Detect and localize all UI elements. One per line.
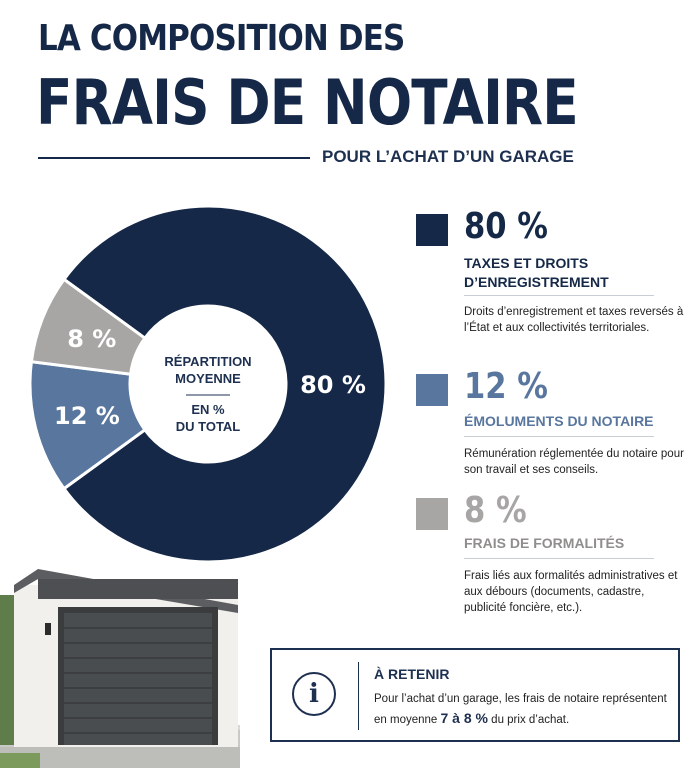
legend-title [464,254,609,292]
legend-percent: 8 % [464,490,527,531]
info-text-part: du prix d’achat. [487,714,570,726]
center-label-line-2: MOYENNE [175,371,241,386]
info-highlight: 7 à 8 % [440,710,488,726]
info-text-part: Pour l’achat d’un garage, les frais de notaire représentent en moyenne [374,693,667,726]
legend-swatch [416,498,448,530]
legend-title [464,534,624,553]
legend-percent: 12 % [464,366,548,407]
legend-separator [464,436,654,437]
legend-description: Rémunération réglementée du notaire pour son travail et ses conseils. [464,448,684,476]
subtitle: POUR L’ACHAT D’UN GARAGE [322,147,574,166]
info-icon: i [292,672,336,716]
legend-title-line: TAXES ET DROITS [464,255,589,271]
legend-swatch [416,214,448,246]
title-line-2: FRAIS DE NOTAIRE [36,66,578,139]
legend-title-line: ÉMOLUMENTS DU NOTAIRE [464,413,654,429]
title-line-1: LA COMPOSITION DES [38,18,405,59]
slice-label-1: 12 % [54,402,120,431]
slice-label-0: 80 % [300,371,366,399]
legend-percent: 80 % [464,206,548,247]
legend-title-line: FRAIS DE FORMALITÉS [464,535,625,551]
legend-separator [464,295,654,296]
slice-label-2: 8 % [67,324,117,353]
legend-description: Frais liés aux formalités administratives et aux débours (documents, cadastre, publicité foncière, etc.). [464,570,678,614]
info-divider [358,662,359,730]
legend-title-line: D’ENREGISTREMENT [464,274,609,290]
center-label-line-3: EN % [191,402,225,417]
center-label-line-4: DU TOTAL [175,419,241,434]
info-title: À RETENIR [374,666,450,682]
legend-title [464,412,654,431]
legend-description: Droits d’enregistrement et taxes reversés à l’État et aux collectivités territoriales. [464,306,684,334]
info-text [374,690,674,730]
key-takeaway-box [270,648,680,742]
garage-illustration [0,565,240,768]
legend-separator [464,558,654,559]
legend-swatch [416,374,448,406]
center-label-line-1: RÉPARTITION [164,354,252,369]
